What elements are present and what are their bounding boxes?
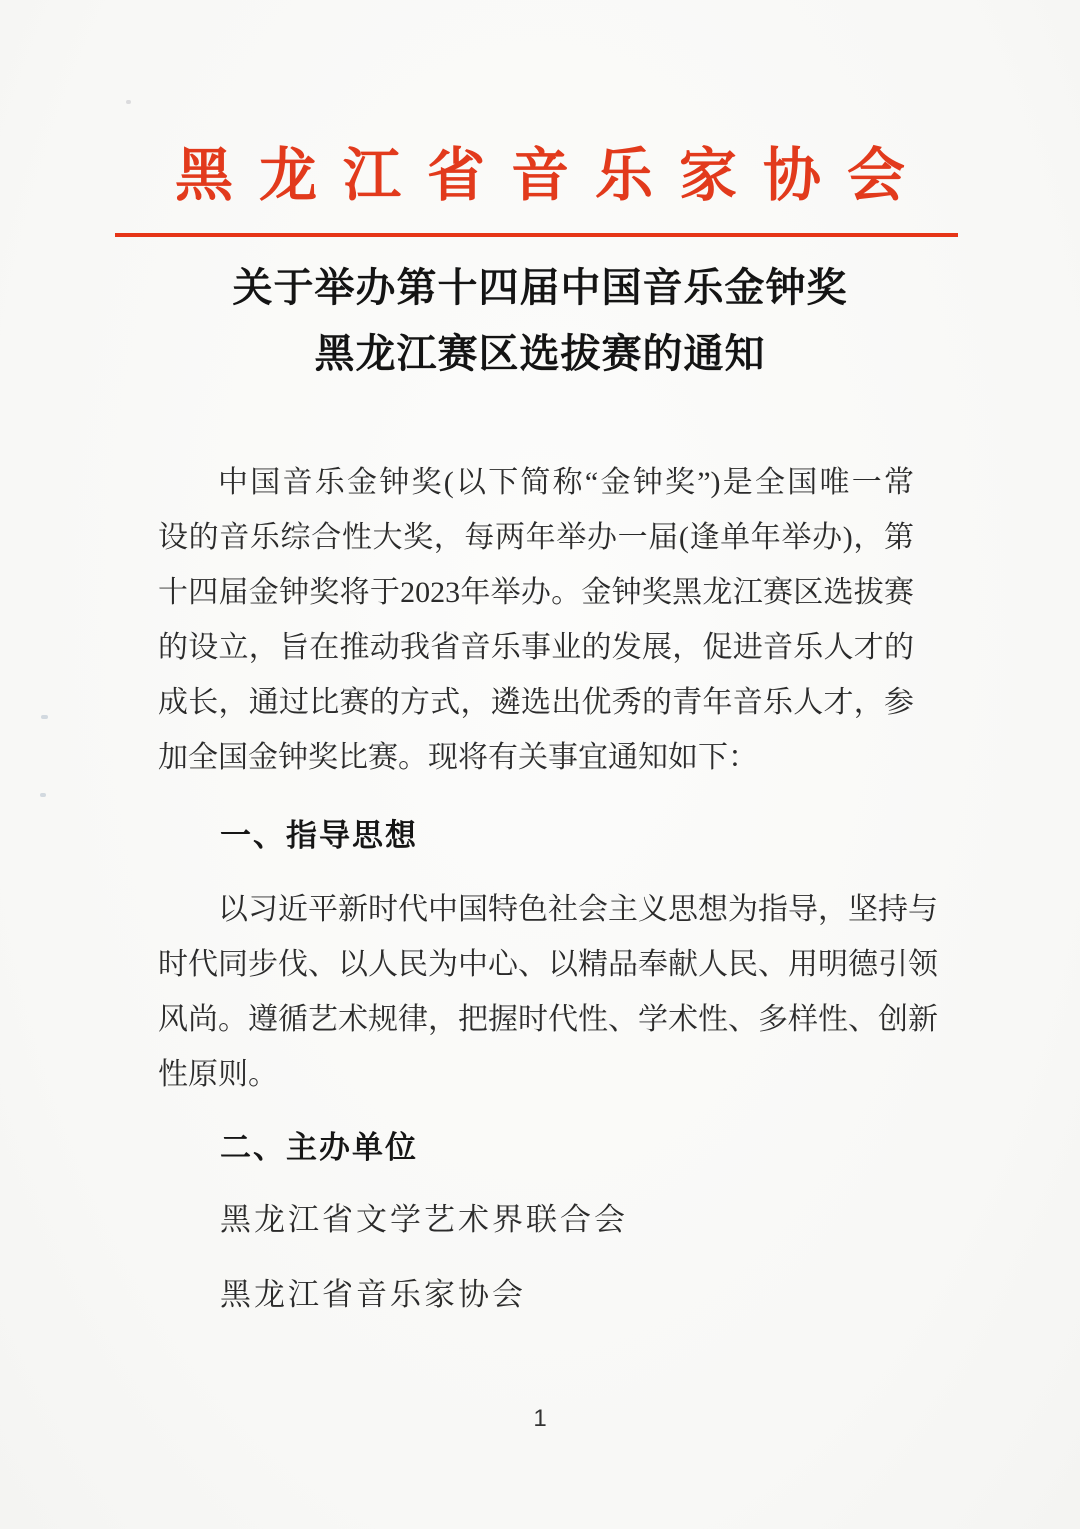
section-1-heading: 一、指导思想 — [220, 818, 418, 853]
scan-speck — [41, 715, 48, 719]
paragraph-line: 中国音乐金钟奖(以下简称“金钟奖”)是全国唯一常 — [218, 466, 914, 499]
letterhead-org-name: 黑龙江省音乐家协会 — [174, 143, 931, 208]
paragraph-line: 时代同步伐、以人民为中心、以精品奉献人民、用明德引领 — [158, 948, 938, 981]
paragraph-line: 加全国金钟奖比赛。现将有关事宜通知如下： — [158, 741, 758, 774]
paragraph-line: 的设立，旨在推动我省音乐事业的发展，促进音乐人才的 — [158, 631, 914, 664]
organizer-1: 黑龙江省文学艺术界联合会 — [220, 1202, 628, 1237]
paragraph-line: 性原则。 — [158, 1058, 278, 1091]
title-line-1: 关于举办第十四届中国音乐金钟奖 — [232, 265, 848, 310]
paragraph-line: 设的音乐综合性大奖，每两年举办一届(逢单年举办)，第 — [158, 521, 914, 554]
organizer-2: 黑龙江省音乐家协会 — [220, 1277, 526, 1312]
letterhead-divider-line — [115, 233, 958, 237]
intro-paragraph — [158, 455, 914, 785]
guiding-ideology-paragraph — [158, 882, 938, 1102]
paragraph-line: 成长，通过比赛的方式，遴选出优秀的青年音乐人才，参 — [158, 686, 914, 719]
page-number: 1 — [533, 1405, 547, 1432]
paragraph-line: 风尚。遵循艺术规律，把握时代性、学术性、多样性、创新 — [158, 1003, 938, 1036]
scan-speck — [126, 100, 131, 104]
paragraph-line: 以习近平新时代中国特色社会主义思想为指导，坚持与 — [218, 893, 938, 926]
paragraph-line: 十四届金钟奖将于2023年举办。金钟奖黑龙江赛区选拔赛 — [158, 576, 914, 609]
title-line-2: 黑龙江赛区选拔赛的通知 — [314, 331, 766, 376]
scan-speck — [40, 793, 46, 797]
section-2-heading: 二、主办单位 — [220, 1130, 418, 1165]
document-title — [0, 255, 1080, 387]
